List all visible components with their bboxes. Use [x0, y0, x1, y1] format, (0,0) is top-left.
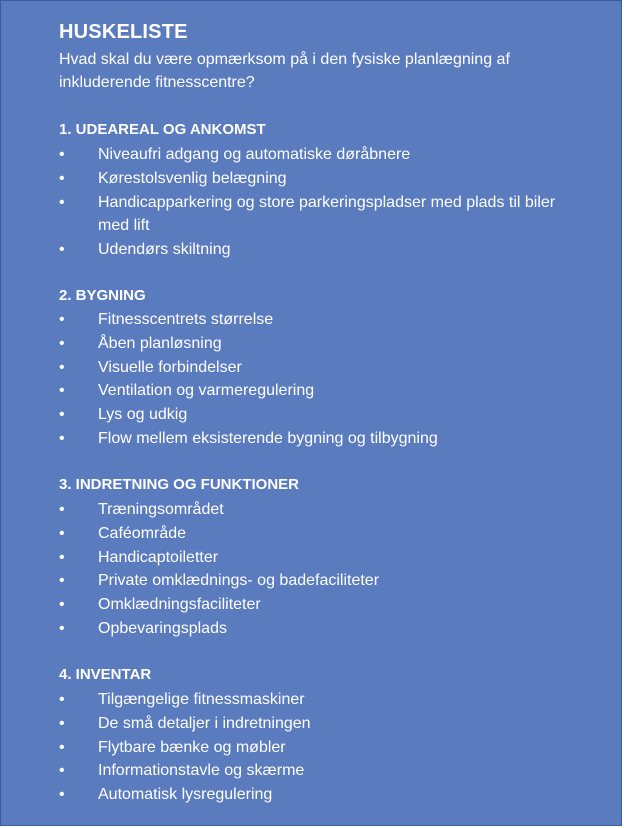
list-item-text: Visuelle forbindelser [98, 358, 242, 376]
checklist-title: HUSKELISTE [59, 21, 188, 43]
list-item [59, 736, 579, 760]
list-item-text: Automatisk lysregulering [98, 786, 273, 804]
section-heading-udeareal: 1. UDEAREAL OG ANKOMST [59, 121, 266, 138]
bullet-icon: • [59, 738, 65, 756]
list-item-text: Lys og udkig [98, 406, 188, 424]
section-heading-indretning: 3. INDRETNING OG FUNKTIONER [59, 476, 300, 493]
list-item-text: Caféområde [98, 524, 187, 542]
list-item [59, 498, 579, 522]
list-item [59, 238, 579, 262]
bullet-icon: • [59, 548, 65, 566]
bullet-icon: • [59, 311, 65, 328]
list-item-text: Informationstavle og skærme [98, 762, 305, 780]
list-item-text: Private omklædnings- og badefaciliteter [98, 572, 380, 590]
list-item-text: Niveaufri adgang og automatiske døråbnere [98, 146, 411, 163]
list-item [59, 617, 579, 641]
section-list-inventar [59, 688, 579, 807]
bullet-icon: • [59, 786, 65, 804]
list-item [59, 167, 579, 191]
list-item [59, 191, 579, 239]
bullet-icon: • [59, 193, 65, 211]
bullet-icon: • [59, 334, 65, 352]
list-item [59, 308, 579, 332]
list-item [59, 427, 579, 451]
list-item [59, 688, 579, 712]
list-item [59, 356, 579, 380]
bullet-icon: • [59, 596, 65, 614]
bullet-icon: • [59, 619, 65, 637]
list-item-text: Flytbare bænke og møbler [98, 738, 286, 756]
section-heading-bygning: 2. BYGNING [59, 287, 146, 304]
section-list-udeareal [59, 143, 579, 262]
section-list-bygning [59, 308, 579, 451]
list-item-text: Flow mellem eksisterende bygning og tilbygning [98, 429, 438, 447]
bullet-icon: • [59, 358, 65, 376]
section-list-indretning [59, 498, 579, 641]
list-item [59, 593, 579, 617]
section-heading-inventar: 4. INVENTAR [59, 666, 152, 683]
list-item [59, 403, 579, 427]
bullet-icon: • [59, 762, 65, 780]
bullet-icon: • [59, 169, 65, 187]
bullet-icon: • [59, 501, 65, 518]
list-item [59, 522, 579, 546]
list-item-text: Tilgængelige fitnessmaskiner [98, 691, 305, 708]
bullet-icon: • [59, 146, 65, 163]
list-item [59, 712, 579, 736]
list-item [59, 783, 579, 807]
list-item [59, 546, 579, 570]
bullet-icon: • [59, 572, 65, 590]
bullet-icon: • [59, 382, 65, 400]
list-item-text: Fitnesscentrets størrelse [98, 311, 274, 328]
list-item [59, 569, 579, 593]
bullet-icon: • [59, 691, 65, 708]
list-item-text: Ventilation og varmeregulering [98, 382, 315, 400]
list-item [59, 143, 579, 167]
list-item [59, 332, 579, 356]
bullet-icon: • [59, 241, 65, 259]
bullet-icon: • [59, 524, 65, 542]
list-item [59, 379, 579, 403]
bullet-icon: • [59, 406, 65, 424]
list-item-text: Kørestolsvenlig belægning [98, 169, 287, 187]
list-item-text: Handicapparkering og store parkeringspladser med plads til biler med lift [98, 193, 556, 235]
list-item-text: De små detaljer i indretningen [98, 714, 311, 732]
list-item-text: Opbevaringsplads [98, 619, 227, 637]
list-item [59, 759, 579, 783]
list-item-text: Omklædningsfaciliteter [98, 596, 261, 614]
list-item-text: Handicaptoiletter [98, 548, 219, 566]
bullet-icon: • [59, 429, 65, 447]
list-item-text: Udendørs skiltning [98, 241, 231, 259]
checklist-subtitle: Hvad skal du være opmærksom på i den fysiske planlægning af inkluderende fitnesscentre? [59, 51, 510, 91]
list-item-text: Åben planløsning [98, 334, 222, 352]
bullet-icon: • [59, 714, 65, 732]
list-item-text: Træningsområdet [98, 501, 224, 518]
